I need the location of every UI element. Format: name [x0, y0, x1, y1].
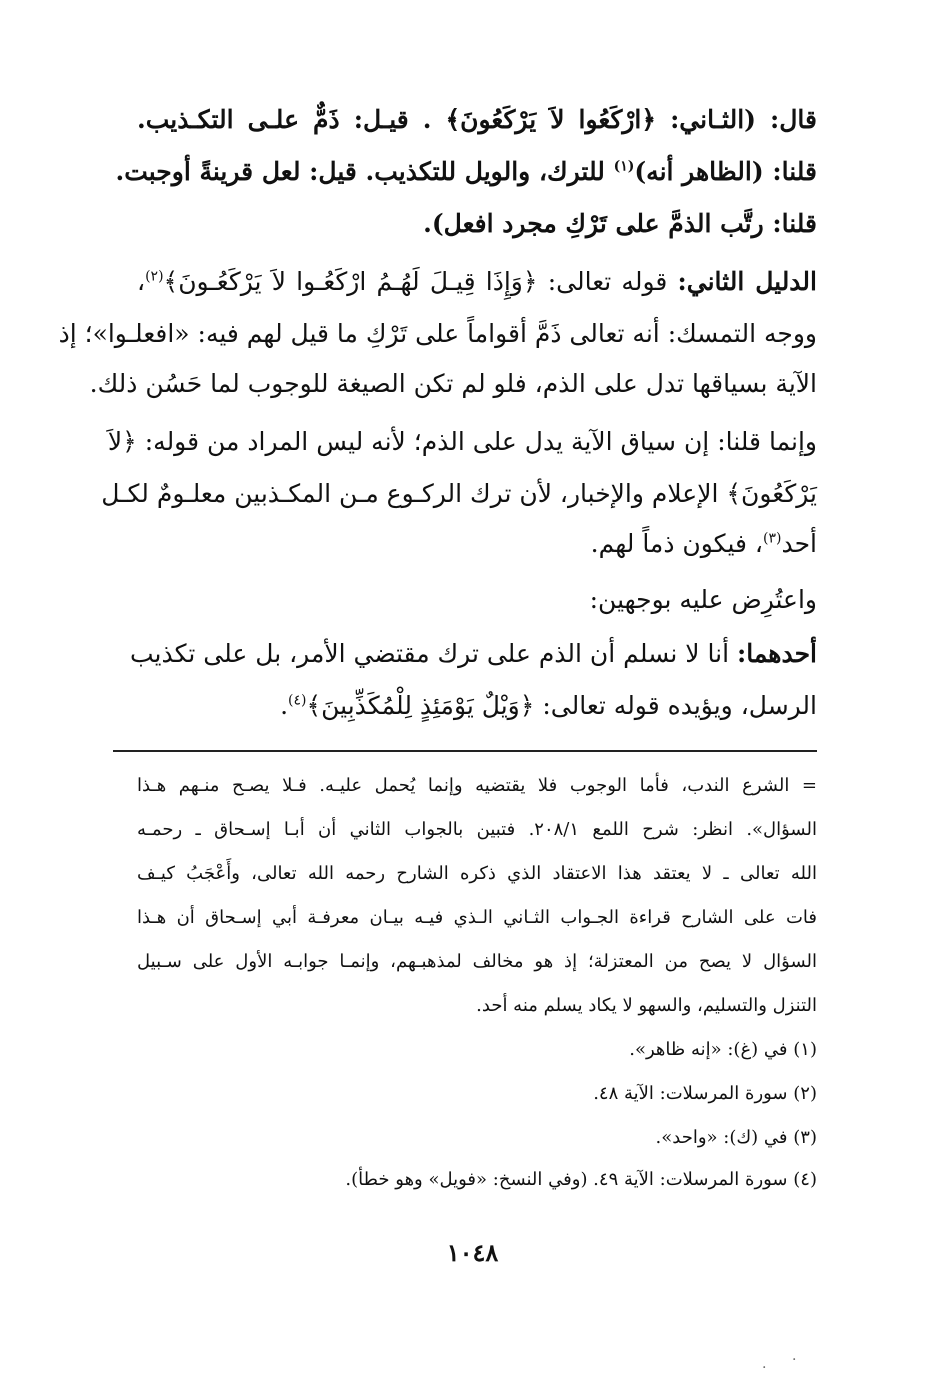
scan-speck: . — [762, 1356, 767, 1372]
text-line — [129, 634, 817, 678]
text-line — [137, 262, 817, 306]
text-span: الرسل، ويؤيده قوله تعالى: ﴿وَيْلٌ يَوْمَئِذٍ لِلْمُكَذِّبِينَ﴾ — [306, 691, 817, 720]
text-line — [115, 152, 817, 196]
paragraph-lead: الدليل الثاني: — [677, 267, 817, 296]
footnote-line — [137, 816, 817, 846]
text-span: = الشرع الندب، فأما الوجوب فلا يقتضيه وإنما يُحمل عليـه. فـلا يصـح منـهم هـذا — [137, 775, 817, 796]
footnote-number: (٣) — [793, 1127, 817, 1148]
text-span: قوله تعالى: ﴿وَإِذَا قِيـلَ لَهُـمُ ارْكَعُـوا لاَ يَرْكَعُـونَ﴾ — [163, 267, 678, 296]
text-span: الله تعالى ـ لا يعتقد هذا الاعتقاد الذي ذكره الشارح رحمه الله تعالى، وأَعْجَبُ كيـف — [137, 863, 817, 884]
text-span: قال: (الثـاني: ﴿ارْكَعُوا لاَ يَرْكَعُونَ﴾ . قيـل: ذَمٌّ علـى التكـذيب. — [137, 105, 817, 134]
text-line — [89, 364, 817, 408]
text-line — [137, 686, 817, 730]
text-span: قلنا: رتَّب الذمَّ على تَرْكِ مجرد افعل). — [423, 209, 817, 238]
text-span: واعتُرِض عليه بوجهين: — [589, 585, 817, 614]
paragraph-lead: أحدهما: — [736, 639, 817, 668]
footnote-ref[interactable]: (٣) — [763, 530, 782, 547]
text-span: فات على الشارح قراءة الجـواب الثـاني الـذي فيـه بيـان معرفـة أبي إسـحاق أن هـذا — [137, 907, 817, 928]
footnote-line — [137, 860, 817, 890]
text-span: السؤال». انظر: شرح اللمع ٢٠٨/١. فتبين بالجواب الثاني أن أبـا إسـحاق ـ رحمـه — [137, 819, 817, 840]
footnote-text: في (غ): «إنه ظاهر». — [629, 1039, 788, 1060]
text-line — [137, 100, 817, 144]
text-span: الآية بسياقها تدل على الذم، فلو لم تكن الصيغة للوجوب لما حَسُن ذلك. — [89, 369, 817, 398]
footnote-item — [137, 1124, 817, 1154]
footnote-divider — [113, 750, 817, 752]
footnote-number: (٤) — [793, 1169, 817, 1190]
text-span: ، — [137, 267, 146, 296]
scan-speck: · — [792, 1352, 797, 1368]
text-line — [58, 314, 817, 358]
text-line — [137, 580, 817, 624]
footnote-item — [137, 1036, 817, 1066]
footnote-number: (٢) — [793, 1083, 817, 1104]
footnote-line — [137, 992, 817, 1022]
text-line — [137, 204, 817, 248]
text-span: أنا لا نسلم أن الذم على ترك مقتضي الأمر، بل على تكذيب — [129, 639, 737, 668]
text-line — [107, 422, 817, 466]
text-span: السؤال لا يصح من المعتزلة؛ إذ هو مخالف لمذهبـهم، وإنمـا جوابـه الأول على سـبيل — [137, 951, 817, 972]
footnote-ref[interactable]: (١) — [613, 158, 635, 175]
text-span: ووجه التمسك: أنه تعالى ذَمَّ أقواماً على تَرْكِ ما قيل لهم فيه: «افعلـوا»؛ إذ — [58, 319, 817, 348]
footnote-ref[interactable]: (٢) — [145, 268, 164, 285]
text-span: أحد — [781, 529, 817, 558]
text-span: التنزل والتسليم، والسهو لا يكاد يسلم منه أحد. — [476, 995, 817, 1016]
text-span: للترك، والويل للتكذيب. قيل: لعل قرينةً أوجبت. — [115, 157, 614, 186]
footnote-text: في (ك): «واحد». — [655, 1127, 788, 1148]
footnote-ref[interactable]: (٤) — [288, 692, 307, 709]
text-line — [101, 474, 817, 518]
footnote-item — [137, 1080, 817, 1110]
footnote-line — [137, 948, 817, 978]
page-number: ١٠٤٨ — [446, 1238, 499, 1267]
footnote-line — [137, 904, 817, 934]
text-span: وإنما قلنا: إن سياق الآية يدل على الذم؛ لأنه ليس المراد من قوله: ﴿لاَ — [107, 427, 817, 456]
footnote-line — [137, 772, 817, 802]
footnote-item — [137, 1166, 817, 1196]
text-line — [137, 524, 817, 568]
footnote-text: سورة المرسلات: الآية ٤٨. — [593, 1083, 788, 1104]
footnote-text: سورة المرسلات: الآية ٤٩. (وفي النسخ: «فويل» وهو خطأ). — [345, 1169, 788, 1190]
footnote-number: (١) — [793, 1039, 817, 1060]
text-span: . — [280, 691, 289, 720]
text-span: قلنا: (الظاهر أنه) — [634, 157, 817, 186]
text-span: يَرْكَعُونَ﴾ الإعلام والإخبار، لأن ترك الركـوع مـن المكـذبين معلـومٌ لكـل — [101, 479, 817, 508]
text-span: ، فيكون ذماً لهم. — [590, 529, 763, 558]
